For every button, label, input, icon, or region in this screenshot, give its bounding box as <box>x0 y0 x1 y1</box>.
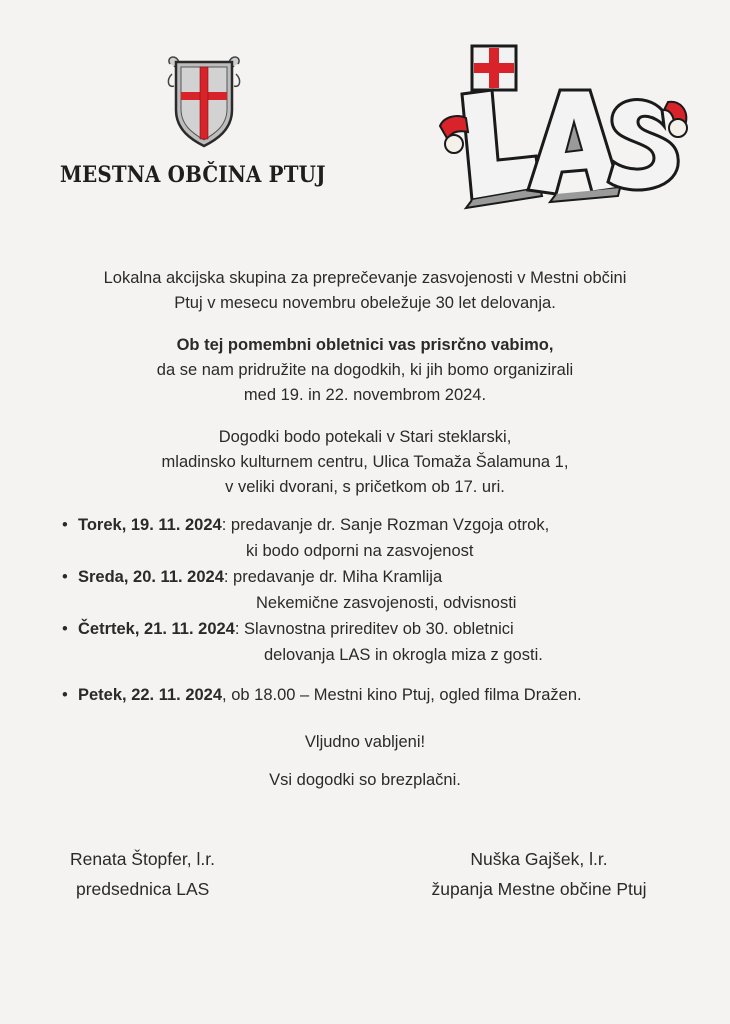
bullet-icon: • <box>62 568 68 586</box>
event-date: Petek, 22. 11. 2024 <box>78 686 223 704</box>
event-item <box>60 512 700 564</box>
ptuj-coat-of-arms-icon <box>164 52 244 148</box>
intro-line-1: Lokalna akcijska skupina za preprečevanje zasvojenosti v Mestni občini <box>103 269 627 287</box>
event-date: Torek, 19. 11. 2024 <box>78 516 222 534</box>
signature-right-name: Nuška Gajšek, l.r. <box>470 849 608 869</box>
bullet-icon: • <box>62 686 68 704</box>
signature-right <box>404 844 674 904</box>
event-text-continued: ki bodo odporni na zasvojenost <box>246 542 474 560</box>
las-logo <box>432 40 692 212</box>
event-text: : predavanje dr. Miha Kramlija <box>223 568 443 586</box>
bullet-icon: • <box>62 620 68 638</box>
invitation-bold-line: Ob tej pomembni obletnici vas prisrčno vabimo, <box>176 336 554 354</box>
signature-left-title: predsednica LAS <box>76 879 210 899</box>
event-item <box>60 564 700 616</box>
closing-greeting <box>40 730 690 755</box>
events-list <box>60 512 700 708</box>
invitation-line-3: med 19. in 22. novembrom 2024. <box>243 386 487 404</box>
venue-line-2: mladinsko kulturnem centru, Ulica Tomaža Šalamuna 1, <box>161 453 569 471</box>
event-date: Sreda, 20. 11. 2024 <box>78 568 224 586</box>
event-date: Četrtek, 21. 11. 2024 <box>78 620 235 638</box>
event-item <box>60 682 700 708</box>
las-logo-cross-icon <box>472 46 516 90</box>
event-text-continued: delovanja LAS in okrogla miza z gosti. <box>264 646 543 664</box>
venue-line-1: Dogodki bodo potekali v Stari steklarski, <box>218 428 512 446</box>
invitation-line-2: da se nam pridružite na dogodkih, ki jih bomo organizirali <box>156 361 574 379</box>
event-text: : predavanje dr. Sanje Rozman Vzgoja otrok, <box>221 516 550 534</box>
event-item <box>60 616 700 668</box>
signature-left-name: Renata Štopfer, l.r. <box>70 849 215 869</box>
intro-paragraph <box>40 266 690 316</box>
greeting-text: Vljudno vabljeni! <box>304 733 426 751</box>
organization-name: MESTNA OBČINA PTUJ <box>60 162 326 188</box>
event-text: : Slavnostna prireditev ob 30. obletnici <box>234 620 514 638</box>
signature-left <box>70 844 215 904</box>
event-text-continued: Nekemične zasvojenosti, odvisnosti <box>256 594 517 612</box>
venue-line-3: v veliki dvorani, s pričetkom ob 17. uri. <box>225 478 505 496</box>
event-text: , ob 18.00 – Mestni kino Ptuj, ogled filma Dražen. <box>222 686 582 704</box>
bullet-icon: • <box>62 516 68 534</box>
signature-right-title: županja Mestne občine Ptuj <box>431 879 647 899</box>
venue-paragraph <box>40 425 690 500</box>
invitation-paragraph <box>40 333 690 408</box>
free-entry-text: Vsi dogodki so brezplačni. <box>269 771 461 789</box>
closing-free <box>40 768 690 793</box>
intro-line-2: Ptuj v mesecu novembru obeležuje 30 let delovanja. <box>174 294 556 312</box>
